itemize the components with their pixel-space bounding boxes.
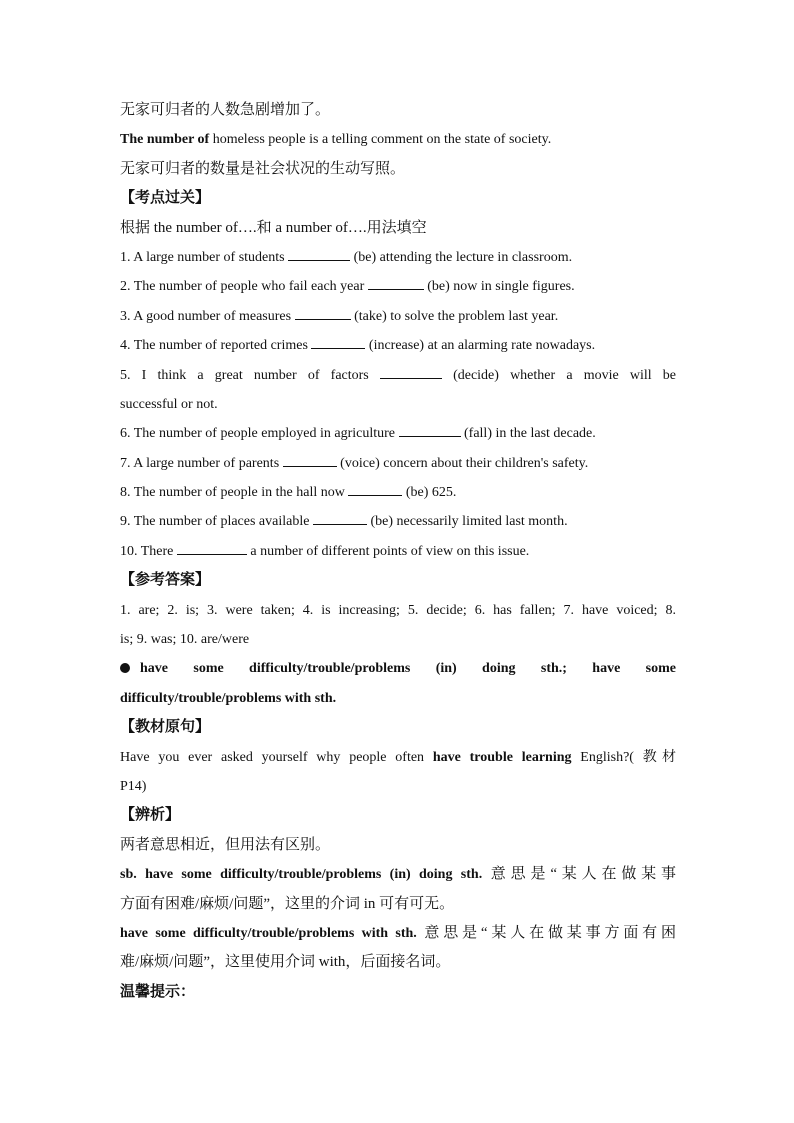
answer-key-line: is; 9. was; 10. are/were <box>120 632 250 648</box>
answer-blank[interactable] <box>283 454 337 467</box>
answer-blank[interactable] <box>311 336 365 349</box>
exercise-item: 5. I think a great number of factors (decide) whether a movie will be <box>120 367 676 383</box>
exercise-item: 7. A large number of parents (voice) concern about their children's safety. <box>120 455 589 471</box>
exercise-item: 8. The number of people in the hall now (be) 625. <box>120 485 457 501</box>
answer-blank[interactable] <box>313 512 367 525</box>
section-heading-tip: 温馨提示： <box>120 983 196 1000</box>
bullet-point-continued: difficulty/trouble/problems with sth. <box>120 690 337 706</box>
exercise-item: 1. A large number of students (be) attending the lecture in classroom. <box>120 249 573 265</box>
document-page <box>120 96 676 1007</box>
chinese-translation: 无家可归者的数量是社会状况的生动写照。 <box>120 160 406 177</box>
bullet-point: have some difficulty/trouble/problems (in) doing sth.; have some <box>120 654 676 683</box>
exercise-instruction: 根据 the number of….和 a number of….用法填空 <box>120 219 427 236</box>
answer-blank[interactable] <box>380 366 442 379</box>
bold-phrase: The number of <box>120 132 210 148</box>
answer-key-line: 1. are; 2. is; 3. were taken; 4. is increasing; 5. decide; 6. has fallen; 7. have voiced; 8. <box>120 602 676 618</box>
answer-blank[interactable] <box>399 424 461 437</box>
source-reference: P14) <box>120 778 147 794</box>
source-sentence: Have you ever asked yourself why people often have trouble learning English?( 教材 <box>120 749 676 765</box>
answer-blank[interactable] <box>295 307 351 320</box>
section-heading-pass: 【考点过关】 <box>120 190 211 207</box>
analysis-item-continued: 难/麻烦/问题”，这里使用介词 with，后面接名词。 <box>120 954 451 971</box>
exercise-item: 9. The number of places available (be) necessarily limited last month. <box>120 514 568 530</box>
analysis-item: sb. have some difficulty/trouble/problems (in) doing sth. 意思是“某人在做某事 <box>120 866 676 883</box>
exercise-item-continued: successful or not. <box>120 396 218 412</box>
analysis-item-continued: 方面有困难/麻烦/问题”，这里的介词 in 可有可无。 <box>120 895 455 912</box>
section-heading-analysis: 【辨析】 <box>120 807 181 824</box>
answer-blank[interactable] <box>288 248 350 261</box>
example-sentence: The number of homeless people is a telling comment on the state of society. <box>120 132 552 148</box>
section-heading-source: 【教材原句】 <box>120 719 211 736</box>
answer-blank[interactable] <box>348 483 402 496</box>
analysis-intro: 两者意思相近，但用法有区别。 <box>120 836 331 853</box>
answer-blank[interactable] <box>368 277 424 290</box>
chinese-sentence: 无家可归者的人数急剧增加了。 <box>120 102 331 118</box>
exercise-item: 4. The number of reported crimes (increase) at an alarming rate nowadays. <box>120 338 596 354</box>
section-heading-answers: 【参考答案】 <box>120 572 211 589</box>
analysis-item: have some difficulty/trouble/problems with sth. 意思是“某人在做某事方面有困 <box>120 924 676 941</box>
bullet-icon <box>120 663 130 673</box>
exercise-item: 10. There a number of different points of view on this issue. <box>120 543 530 559</box>
exercise-item: 6. The number of people employed in agriculture (fall) in the last decade. <box>120 426 596 442</box>
answer-blank[interactable] <box>177 542 247 555</box>
exercise-item: 2. The number of people who fail each year (be) now in single figures. <box>120 279 575 295</box>
exercise-item: 3. A good number of measures (take) to solve the problem last year. <box>120 308 559 324</box>
